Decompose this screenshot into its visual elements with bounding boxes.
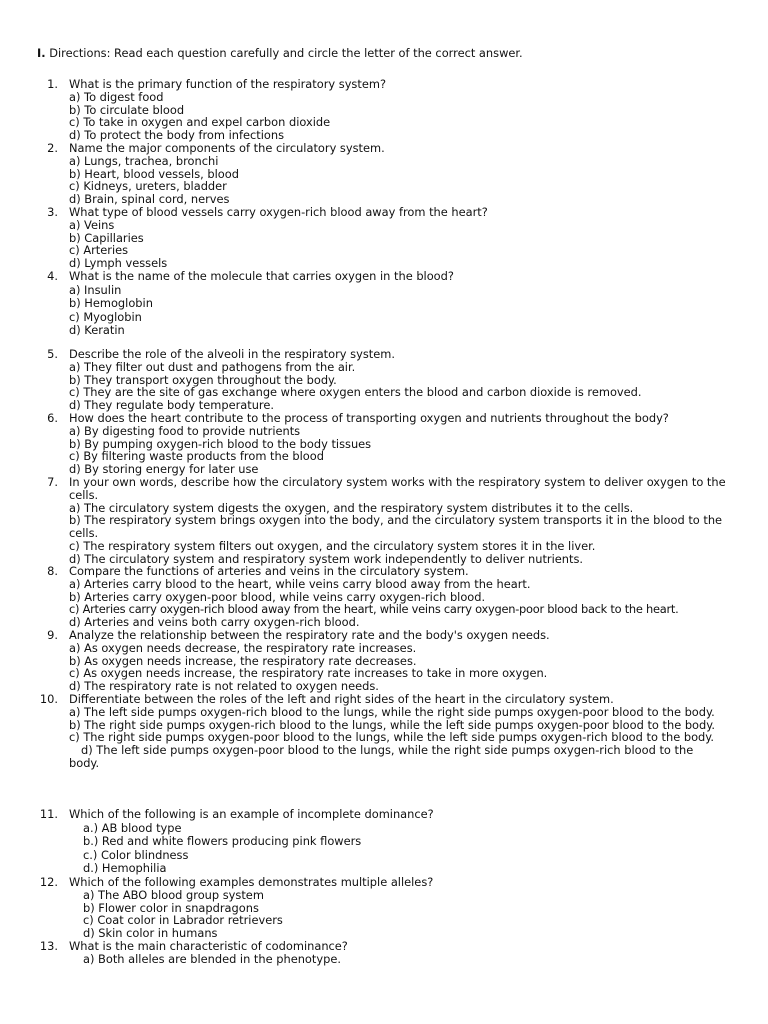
question-number: 3. <box>47 205 58 219</box>
answer-option: d) To protect the body from infections <box>69 128 285 143</box>
question-number: 8. <box>47 564 58 578</box>
answer-option: c) Myoglobin <box>69 309 142 324</box>
answer-option: b) The right side pumps oxygen-rich blood to the lungs, while the left side pumps oxygen-poor blood to the body. <box>69 717 715 732</box>
question-number: 2. <box>47 141 58 155</box>
question-text: In your own words, describe how the circulatory system works with the respiratory system to deliver oxygen to the cells. <box>69 475 726 502</box>
question-text: What type of blood vessels carry oxygen-rich blood away from the heart? <box>69 205 488 219</box>
question-number: 10. <box>39 692 58 706</box>
section-number: I. <box>37 46 46 60</box>
question-number: 1. <box>47 77 58 91</box>
question-7 <box>0 476 768 566</box>
question-number: 12. <box>39 875 58 889</box>
question-8 <box>0 565 768 629</box>
answer-option: c) By filtering waste products from the blood <box>69 449 324 464</box>
question-text: What is the name of the molecule that carries oxygen in the blood? <box>69 269 454 283</box>
answer-option: a) The circulatory system digests the oxygen, and the respiratory system distributes it to the cells. <box>69 500 634 515</box>
answer-option: a) The ABO blood group system <box>83 887 264 902</box>
answer-option: b) Heart, blood vessels, blood <box>69 166 239 181</box>
question-number: 13. <box>39 939 58 953</box>
question-5 <box>0 348 768 412</box>
answer-option: c) Kidneys, ureters, bladder <box>69 179 227 194</box>
directions-line <box>37 47 523 60</box>
answer-option: c) The respiratory system filters out oxygen, and the circulatory system stores it in the liver. <box>69 538 596 553</box>
answer-option: b) To circulate blood <box>69 102 185 117</box>
answer-option: c) Coat color in Labrador retrievers <box>83 913 283 928</box>
question-3 <box>0 206 768 270</box>
question-number: 7. <box>47 475 58 489</box>
question-number: 9. <box>47 628 58 642</box>
answer-option: b) As oxygen needs increase, the respiratory rate decreases. <box>69 653 417 668</box>
question-text: Describe the role of the alveoli in the respiratory system. <box>69 347 395 361</box>
answer-option: b) Arteries carry oxygen-poor blood, while veins carry oxygen-rich blood. <box>69 589 486 604</box>
answer-option: b) Flower color in snapdragons <box>83 900 259 915</box>
answer-option: d) Brain, spinal cord, nerves <box>69 192 230 207</box>
question-text: Which of the following is an example of incomplete dominance? <box>69 807 434 821</box>
answer-option: d) The left side pumps oxygen-poor blood to the lungs, while the right side pumps oxygen-rich blood to the body. <box>69 743 694 770</box>
question-text: Which of the following examples demonstrates multiple alleles? <box>69 875 434 889</box>
answer-option: c) They are the site of gas exchange where oxygen enters the blood and carbon dioxide is removed. <box>69 385 642 400</box>
answer-option: c) As oxygen needs increase, the respiratory rate increases to take in more oxygen. <box>69 666 548 681</box>
question-10 <box>0 693 768 770</box>
answer-option: b) The respiratory system brings oxygen into the body, and the circulatory system transports it in the blood to the cells. <box>69 513 723 541</box>
answer-option: d) Arteries and veins both carry oxygen-rich blood. <box>69 615 360 630</box>
question-text: How does the heart contribute to the process of transporting oxygen and nutrients throughout the body? <box>69 411 669 425</box>
answer-option: d) By storing energy for later use <box>69 462 259 477</box>
question-text: Differentiate between the roles of the left and right sides of the heart in the circulatory system. <box>69 692 614 706</box>
answer-option: a) Veins <box>69 217 115 232</box>
question-number: 11. <box>39 807 58 821</box>
question-4 <box>0 270 768 338</box>
answer-option: d) Keratin <box>69 323 125 338</box>
answer-option: c) The right side pumps oxygen-poor blood to the lungs, while the left side pumps oxygen-rich blood to the body. <box>69 730 715 745</box>
answer-option: d) The respiratory rate is not related to oxygen needs. <box>69 679 379 694</box>
question-number: 6. <box>47 411 58 425</box>
answer-option: a) Arteries carry blood to the heart, while veins carry blood away from the heart. <box>69 576 531 591</box>
question-number: 5. <box>47 347 58 361</box>
answer-option: b) By pumping oxygen-rich blood to the body tissues <box>69 436 372 451</box>
question-text: What is the main characteristic of codominance? <box>69 939 348 953</box>
answer-option: d) They regulate body temperature. <box>69 398 274 413</box>
question-text: What is the primary function of the respiratory system? <box>69 77 386 91</box>
answer-option: a) Both alleles are blended in the phenotype. <box>83 951 341 966</box>
answer-option: a) As oxygen needs decrease, the respiratory rate increases. <box>69 640 417 655</box>
answer-option: b) They transport oxygen throughout the body. <box>69 372 337 387</box>
question-13 <box>0 940 768 966</box>
directions-text: Directions: Read each question carefully and circle the letter of the correct answer. <box>49 46 523 60</box>
answer-option: d) The circulatory system and respiratory system work independently to deliver nutrients. <box>69 551 584 566</box>
question-1 <box>0 78 768 142</box>
question-9 <box>0 629 768 693</box>
answer-option: a) The left side pumps oxygen-rich blood to the lungs, while the right side pumps oxygen-poor blood to the body. <box>69 704 715 719</box>
answer-option: a) Lungs, trachea, bronchi <box>69 153 219 168</box>
question-11 <box>0 808 768 876</box>
answer-option: b) Capillaries <box>69 230 144 245</box>
answer-option: a) Insulin <box>69 282 122 297</box>
answer-option: d) Lymph vessels <box>69 256 168 271</box>
question-number: 4. <box>47 269 58 283</box>
question-text: Compare the functions of arteries and veins in the circulatory system. <box>69 564 469 578</box>
answer-option: c) Arteries <box>69 243 129 258</box>
answer-option: c) To take in oxygen and expel carbon dioxide <box>69 115 331 130</box>
answer-option: b) Hemoglobin <box>69 296 153 311</box>
question-6 <box>0 412 768 476</box>
answer-option: a.) AB blood type <box>83 820 182 835</box>
question-2 <box>0 142 768 206</box>
answer-option: b.) Red and white flowers producing pink flowers <box>83 834 362 849</box>
question-text: Name the major components of the circulatory system. <box>69 141 385 155</box>
answer-option: c) Arteries carry oxygen-rich blood away from the heart, while veins carry oxygen-poor blood back to the heart. <box>69 602 679 617</box>
question-text: Analyze the relationship between the respiratory rate and the body's oxygen needs. <box>69 628 550 642</box>
answer-option: a) By digesting food to provide nutrients <box>69 423 301 438</box>
answer-option: c.) Color blindness <box>83 847 189 862</box>
answer-option: a) To digest food <box>69 89 164 104</box>
question-12 <box>0 876 768 940</box>
answer-option: d.) Hemophilia <box>83 861 167 876</box>
answer-option: d) Skin color in humans <box>83 926 218 941</box>
answer-option: a) They filter out dust and pathogens from the air. <box>69 359 356 374</box>
